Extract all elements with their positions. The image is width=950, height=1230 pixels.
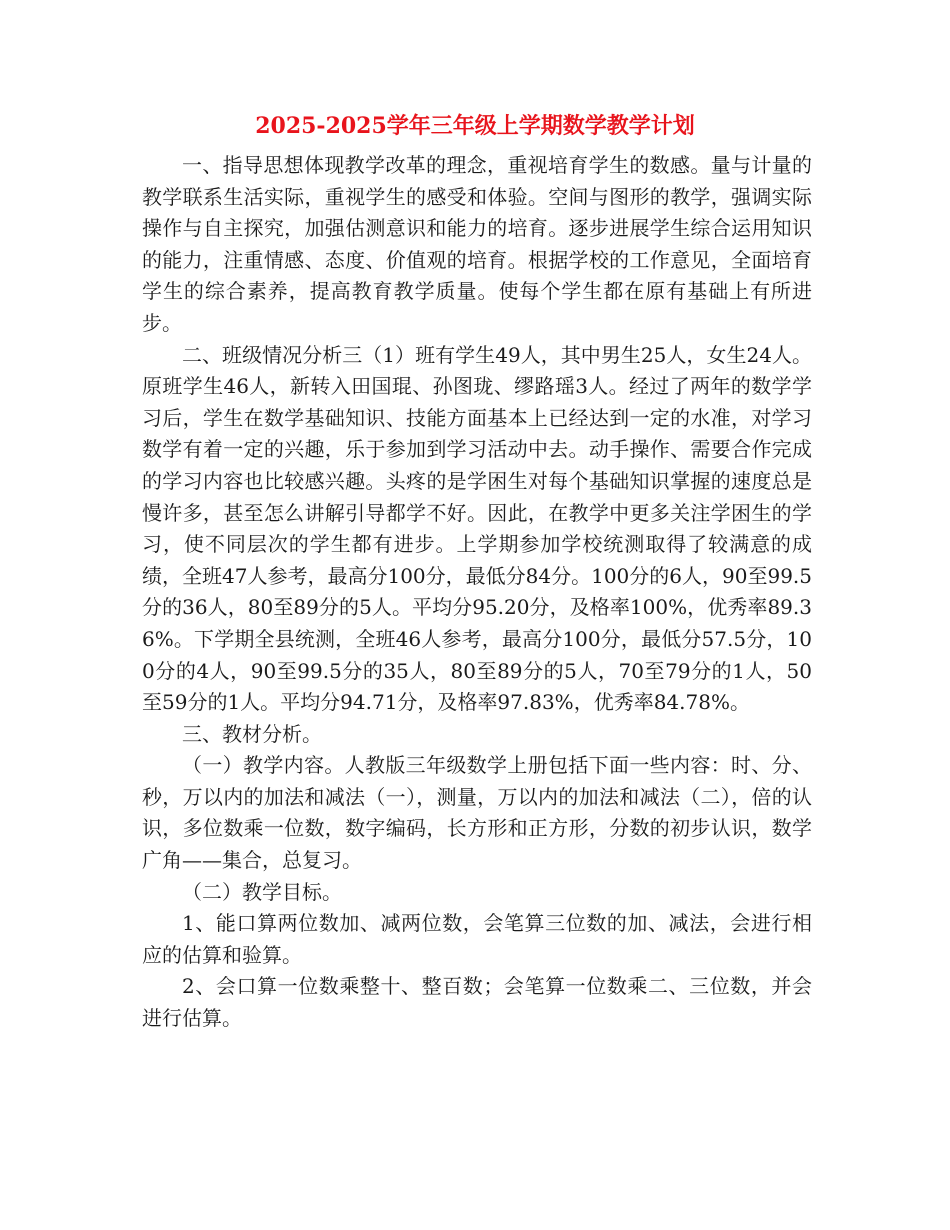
paragraph-guiding-ideology: 一、指导思想体现教学改革的理念，重视培育学生的数感。量与计量的教学联系生活实际，重视学生的感受和体验。空间与图形的教学，强调实际操作与自主探究，加强估测意识和能力的培育。逐步进展学生综合运用知识的能力，注重情感、态度、价值观的培育。根据学校的工作意见，全面培育学生的综合素养，提高教育教学质量。使每个学生都在原有基础上有所进步。 bbox=[142, 153, 812, 335]
paragraph-goal-1: 1、能口算两位数加、减两位数，会笔算三位数的加、减法，会进行相应的估算和验算。 bbox=[142, 911, 812, 967]
document-body bbox=[142, 150, 812, 1035]
paragraph-textbook-analysis-heading: 三、教材分析。 bbox=[182, 721, 322, 746]
paragraph-teaching-goals-heading: （二）教学目标。 bbox=[182, 879, 342, 904]
paragraph-goal-2: 2、会口算一位数乘整十、整百数；会笔算一位数乘二、三位数，并会进行估算。 bbox=[142, 974, 812, 1031]
paragraph-teaching-content: （一）教学内容。人教版三年级数学上册包括下面一些内容：时、分、秒，万以内的加法和减法（一），测量，万以内的加法和减法（二），倍的认识，多位数乘一位数，数字编码，长方形和正方形，分数的初步认识，数学广角——集合，总复习。 bbox=[142, 753, 812, 873]
paragraph-class-analysis: 二、班级情况分析三（1）班有学生49人，其中男生25人，女生24人。原班学生46人，新转入田国琨、孙图珑、缪路瑶3人。经过了两年的数学学习后，学生在数学基础知识、技能方面基本上已经达到一定的水准，对学习数学有着一定的兴趣，乐于参加到学习活动中去。动手操作、需要合作完成的学习内容也比较感兴趣。头疼的是学困生对每个基础知识掌握的速度总是慢许多，甚至怎么讲解引导都学不好。因此，在教学中更多关注学困生的学习，使不同层次的学生都有进步。上学期参加学校统测取得了较满意的成绩，全班47人参考，最高分100分，最低分84分。100分的6人，90至99.5分的36人，80至89分的5人。平均分95.20分，及格率100%，优秀率89.36%。下学期全县统测，全班46人参考，最高分100分，最低分57.5分，100分的4人，90至99.5分的35人，80至89分的5人，70至79分的1人，50至59分的1人。平均分94.71分，及格率97.83%，优秀率84.78%。 bbox=[142, 342, 812, 715]
document-title: 2025-2025学年三年级上学期数学教学计划 bbox=[255, 113, 695, 139]
